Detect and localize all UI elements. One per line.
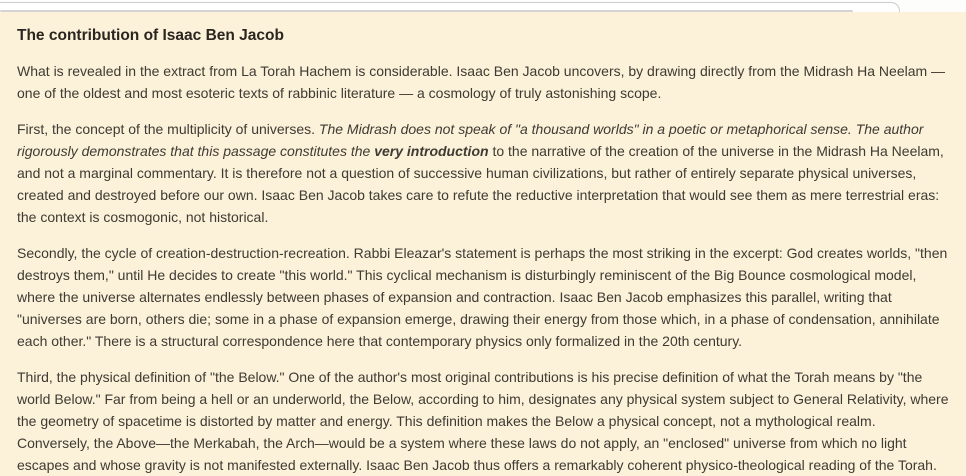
text-segment: What is revealed in the extract from La Torah Hachem is considerable. Isaac Ben Jacob uncovers, by drawing directly from the Midrash Ha Neelam — one of the oldest and most esoteric texts of rabbinic literature — a cosmology of truly astonishing scope. bbox=[17, 63, 946, 101]
text-segment: The Midrash does not speak of "a thousand worlds" in a poetic or metaphorical sense. The author rigorously demonstrates that this passage constitutes the bbox=[17, 121, 924, 159]
toolbar-edge-line bbox=[0, 10, 853, 12]
paragraph-3 bbox=[17, 242, 950, 352]
paragraph-4 bbox=[17, 366, 950, 476]
paragraph-1 bbox=[17, 60, 950, 104]
page-title: The contribution of Isaac Ben Jacob bbox=[17, 27, 284, 44]
text-segment: Secondly, the cycle of creation-destruction-recreation. Rabbi Eleazar's statement is perhaps the most striking in the excerpt: God creates worlds, "then destroys them," until He decides to create "this world." This cyclical mechanism is disturbingly reminiscent of the Big Bounce cosmological model, where the universe alternates endlessly between phases of expansion and contraction. Isaac Ben Jacob emphasizes this parallel, writing that "universes are born, others die; some in a phase of expansion emerge, drawing their energy from those which, in a phase of condensation, annihilate each other." There is a structural correspondence here that contemporary physics only formalized in the 20th century. bbox=[17, 245, 948, 349]
browser-chrome-edge bbox=[0, 0, 966, 12]
text-segment: Third, the physical definition of "the Below." One of the author's most original contributions is his precise definition of what the Torah means by "the world Below." Far from being a hell or an underworld, the Below, according to him, designates any physical system subject to General Relativity, where the geometry of spacetime is distorted by matter and energy. This definition makes the Below a physical concept, not a mythological realm. Conversely, the Above—the Merkabah, the Arch—would be a system where these laws do not apply, an "enclosed" universe from which no light escapes and whose gravity is not manifested externally. Isaac Ben Jacob thus offers a remarkably coherent physico-theological reading of the Torah. bbox=[17, 369, 949, 473]
paragraph-2 bbox=[17, 118, 950, 228]
article bbox=[0, 12, 966, 476]
text-segment: very introduction bbox=[374, 143, 489, 159]
text-segment: First, the concept of the multiplicity of universes. bbox=[17, 121, 319, 137]
text-segment: to the narrative of the creation of the universe in the Midrash Ha Neelam, and not a marginal commentary. It is therefore not a question of successive human civilizations, but rather of entirely separate physical universes, created and destroyed before our own. Isaac Ben Jacob takes care to refute the reductive interpretation that would see them as mere terrestrial eras: the context is cosmogonic, not historical. bbox=[17, 143, 944, 225]
article-body bbox=[17, 60, 950, 476]
